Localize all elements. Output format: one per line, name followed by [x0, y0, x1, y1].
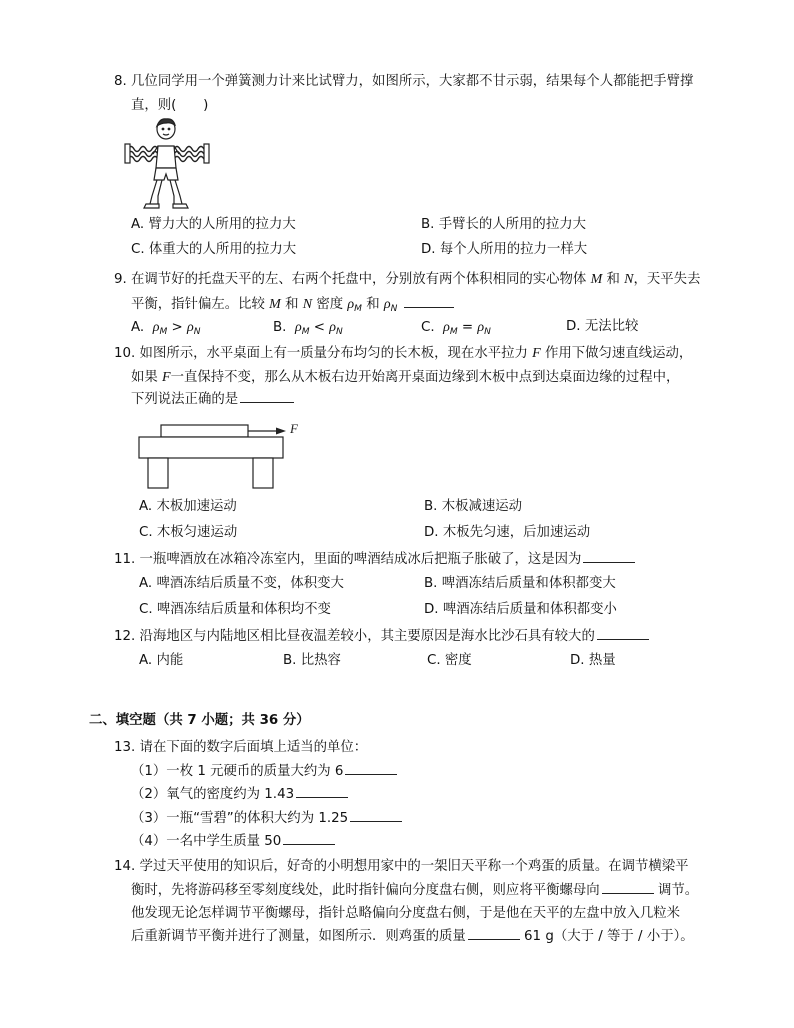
q13-blank-3[interactable]	[350, 820, 402, 822]
q12-option-b: B. 比热容	[283, 653, 341, 668]
q9-line2: 平衡，指针偏左。比较 M 和 N 密度 $\rho_M$ 和 $\rho_N$	[131, 296, 454, 315]
q13-item-2: （2）氧气的密度约为 1.43	[131, 787, 348, 804]
q13-blank-2[interactable]	[296, 796, 348, 798]
q11-option-d: D. 啤酒冻结后质量和体积都变小	[424, 602, 617, 617]
q9-option-d: D. 无法比较	[566, 319, 639, 334]
q14-line2: 衡时，先将游码移至零刻度线处，此时指针偏向分度盘右侧，则应将平衡螺母向 调节。	[131, 883, 699, 898]
q14-line3: 他发现无论怎样调节平衡螺母，指针总略偏向分度盘右侧，于是他在天平的左盘中放入几粒米	[131, 906, 681, 921]
board-on-table-diagram	[136, 418, 306, 490]
q10-line1: 10. 如图所示，水平桌面上有一质量分布均匀的长木板，现在水平拉力 F 作用下做匀速直线运动，	[114, 346, 693, 361]
arm-strength-illustration	[124, 116, 210, 212]
q12-line1: 12. 沿海地区与内陆地区相比昼夜温差较小，其主要原因是海水比沙石具有较大的	[114, 629, 649, 646]
q13-item-1: （1）一枚 1 元硬币的质量大约为 6	[131, 764, 397, 781]
q9-option-b: B. $\rho_M < \rho_N$	[273, 320, 343, 337]
q13-item-3: （3）一瓶“雪碧”的体积大约为 1.25	[131, 811, 402, 828]
q8-option-d: D. 每个人所用的拉力一样大	[421, 242, 588, 257]
q12-option-c: C. 密度	[427, 653, 472, 668]
q9-line1: 9. 在调节好的托盘天平的左、右两个托盘中，分别放有两个体积相同的实心物体 M 和 N，天平失去	[114, 272, 701, 287]
q10-line2: 如果 F一直保持不变，那么从木板右边开始离开桌面边缘到木板中点到达桌面边缘的过程中，	[131, 370, 680, 385]
q8-line2: 直，则( )	[131, 98, 209, 113]
q9-answer-blank[interactable]	[404, 306, 454, 308]
q12-option-a: A. 内能	[139, 653, 184, 668]
q13-blank-1[interactable]	[345, 773, 397, 775]
q10-option-a: A. 木板加速运动	[139, 499, 237, 514]
q11-option-a: A. 啤酒冻结后质量不变，体积变大	[139, 576, 344, 591]
q9-option-a: A. $\rho_M > \rho_N$	[131, 320, 201, 337]
q8-option-c: C. 体重大的人所用的拉力大	[131, 242, 297, 257]
q10-option-c: C. 木板匀速运动	[139, 525, 238, 540]
q13-line1: 13. 请在下面的数字后面填上适当的单位：	[114, 740, 368, 755]
q12-answer-blank[interactable]	[597, 638, 649, 640]
section-title: 二、填空题（共 7 小题；共 36 分）	[89, 713, 310, 728]
q14-blank-1[interactable]	[602, 892, 654, 894]
q14-line1: 14. 学过天平使用的知识后，好奇的小明想用家中的一架旧天平称一个鸡蛋的质量。在调节横梁平	[114, 859, 689, 874]
q9-option-c: C. $\rho_M = \rho_N$	[421, 320, 491, 337]
q14-blank-2[interactable]	[468, 938, 520, 940]
q10-option-b: B. 木板减速运动	[424, 499, 523, 514]
q10-line3: 下列说法正确的是	[131, 392, 294, 409]
q13-item-4: （4）一名中学生质量 50	[131, 834, 335, 851]
force-label: F	[290, 421, 298, 436]
q8-line1: 8. 几位同学用一个弹簧测力计来比试臂力，如图所示，大家都不甘示弱，结果每个人都能把手臂撑	[114, 74, 694, 89]
q11-line1: 11. 一瓶啤酒放在冰箱冷冻室内，里面的啤酒结成冰后把瓶子胀破了，这是因为	[114, 552, 635, 569]
q11-answer-blank[interactable]	[583, 561, 635, 563]
q10-answer-blank[interactable]	[240, 401, 294, 403]
q13-blank-4[interactable]	[283, 843, 335, 845]
q11-option-c: C. 啤酒冻结后质量和体积均不变	[139, 602, 331, 617]
q12-option-d: D. 热量	[570, 653, 616, 668]
q14-line4: 后重新调节平衡并进行了测量，如图所示．则鸡蛋的质量 61 g（大于 / 等于 / 小于）。	[131, 929, 694, 944]
q8-option-a: A. 臂力大的人所用的拉力大	[131, 217, 296, 232]
q10-option-d: D. 木板先匀速，后加速运动	[424, 525, 591, 540]
q11-option-b: B. 啤酒冻结后质量和体积都变大	[424, 576, 616, 591]
q8-option-b: B. 手臂长的人所用的拉力大	[421, 217, 586, 232]
